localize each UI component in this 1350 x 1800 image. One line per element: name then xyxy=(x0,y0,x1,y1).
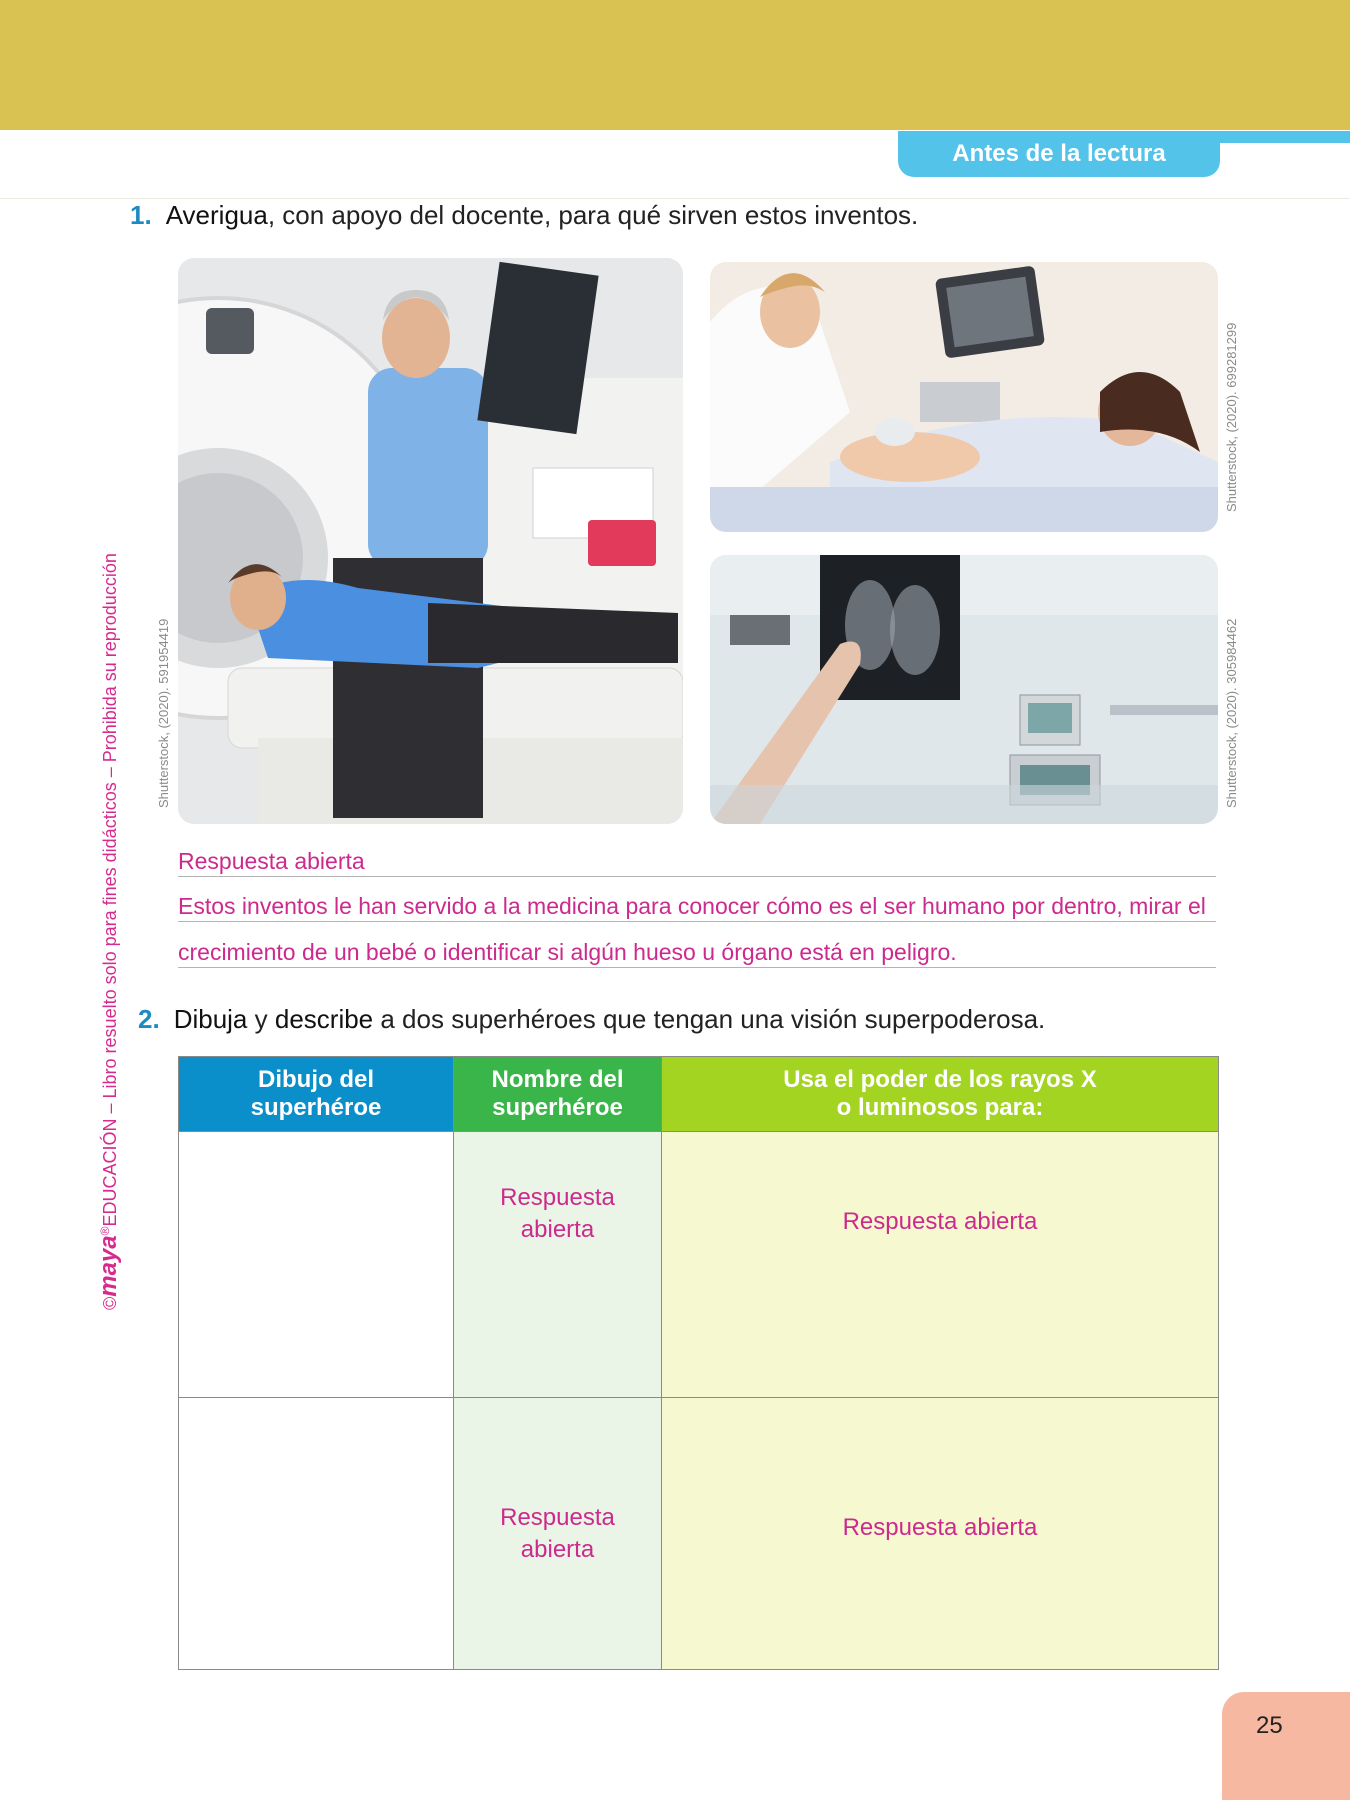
question-1-verb: Averigua xyxy=(165,200,268,230)
name-cell xyxy=(454,1398,662,1670)
page-number-box xyxy=(1222,1692,1350,1800)
header-drawing-line-1: Dibujo del xyxy=(258,1066,374,1093)
name-answer-line-2: abierta xyxy=(520,1536,595,1563)
header-name-line-1: Nombre del xyxy=(491,1066,624,1093)
question-1 xyxy=(130,200,918,231)
question-1-text: , con apoyo del docente, para qué sirven estos inventos. xyxy=(267,200,919,230)
power-cell xyxy=(662,1132,1219,1398)
page-number: 25 xyxy=(1256,1712,1283,1739)
table-header-row xyxy=(179,1057,1219,1132)
name-answer-line-1: Respuesta xyxy=(500,1504,615,1531)
power-answer: Respuesta abierta xyxy=(842,1514,1038,1541)
tab-tail-strip xyxy=(1215,131,1350,143)
power-answer: Respuesta abierta xyxy=(842,1208,1038,1235)
name-answer-line-2: abierta xyxy=(520,1216,595,1243)
header-power-line-2: o luminosos para: xyxy=(836,1094,1044,1121)
header-power xyxy=(662,1057,1219,1132)
ct-scan-illustration xyxy=(178,258,683,824)
table-row xyxy=(179,1132,1219,1398)
drawing-cell[interactable] xyxy=(179,1398,454,1670)
copyright-side-text xyxy=(95,553,123,1310)
copyright-symbol: © xyxy=(100,1296,120,1310)
answer-rule-3 xyxy=(178,967,1216,968)
question-2-connector: y xyxy=(247,1004,275,1034)
answer-1-line-3: crecimiento de un bebé o identificar si algún hueso u órgano está en peligro. xyxy=(178,939,957,965)
ultrasound-photo xyxy=(710,262,1218,532)
header-drawing xyxy=(179,1057,454,1132)
answer-rule-2 xyxy=(178,921,1216,922)
name-cell xyxy=(454,1132,662,1398)
xray-photo xyxy=(710,555,1218,824)
ct-scan-photo xyxy=(178,258,683,824)
answer-1-line-1: Respuesta abierta xyxy=(178,848,365,874)
answer-rule-1 xyxy=(178,876,1216,877)
question-2-text: a dos superhéroes que tengan una visión superpoderosa. xyxy=(373,1004,1046,1034)
question-1-number: 1. xyxy=(130,200,152,230)
power-cell xyxy=(662,1398,1219,1670)
header-name-line-2: superhéroe xyxy=(492,1094,623,1121)
question-2-number: 2. xyxy=(138,1004,160,1034)
superhero-table xyxy=(178,1056,1219,1670)
photo-credit-1: Shutterstock, (2020). 591954419 xyxy=(156,618,171,808)
table-row xyxy=(179,1398,1219,1670)
section-divider xyxy=(0,198,1350,199)
xray-illustration xyxy=(710,555,1218,824)
question-2-verb-1: Dibuja xyxy=(173,1004,248,1034)
header-drawing-line-2: superhéroe xyxy=(250,1094,382,1121)
photo-credit-2: Shutterstock, (2020). 699281299 xyxy=(1224,322,1239,512)
question-2-verb-2: describe xyxy=(274,1004,374,1034)
ultrasound-illustration xyxy=(710,262,1218,532)
section-tab: Antes de la lectura xyxy=(898,131,1220,177)
question-2 xyxy=(138,1004,1045,1035)
header-power-line-1: Usa el poder de los rayos X xyxy=(783,1066,1097,1093)
copyright-notice: EDUCACIÓN – Libro resuelto solo para fines didácticos – Prohibida su reproducción xyxy=(100,553,120,1227)
header-name xyxy=(454,1057,662,1132)
drawing-cell[interactable] xyxy=(179,1132,454,1398)
answer-1-line-2: Estos inventos le han servido a la medicina para conocer cómo es el ser humano por dentro, mirar el xyxy=(178,893,1206,919)
top-color-band xyxy=(0,0,1350,130)
name-answer-line-1: Respuesta xyxy=(500,1184,615,1211)
registered-mark: ® xyxy=(98,1226,112,1236)
brand-name: maya xyxy=(95,1235,122,1297)
photo-credit-3: Shutterstock, (2020). 305984462 xyxy=(1224,618,1239,808)
